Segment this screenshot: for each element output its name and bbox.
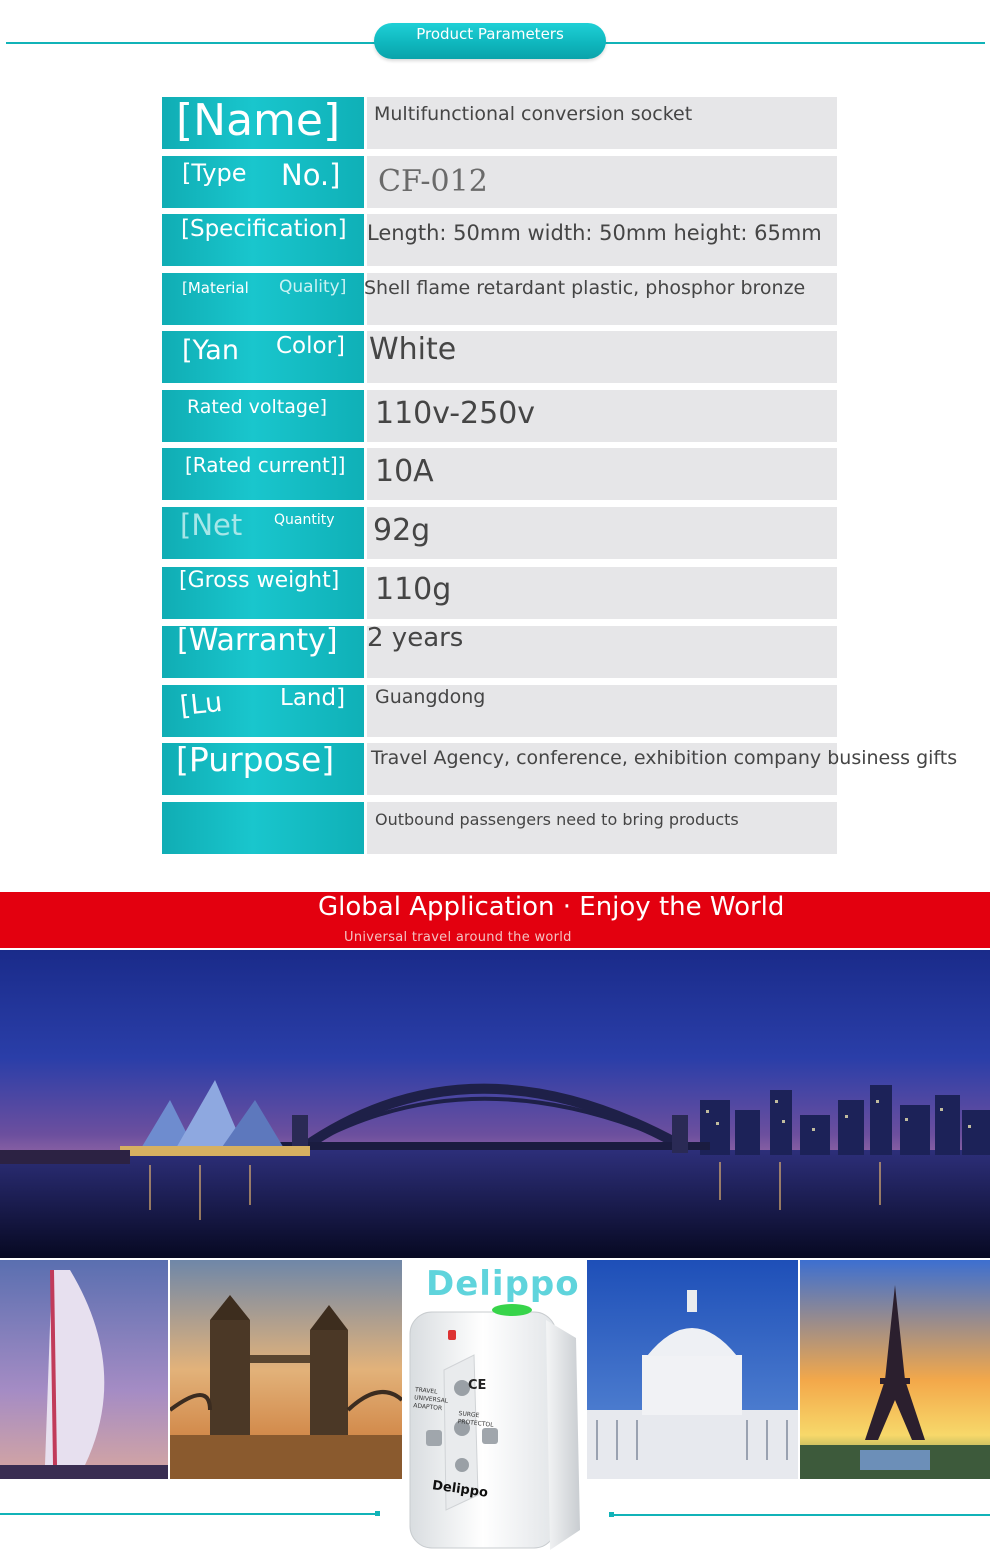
param-value: Shell flame retardant plastic, phosphor bronze: [364, 277, 806, 299]
eiffel-tower-photo: [800, 1260, 990, 1479]
param-label: [Rated current]]: [185, 453, 346, 477]
footer-rule-right-dot: [609, 1512, 614, 1517]
param-label: [Gross weight]: [179, 568, 340, 593]
param-value: CF-012: [378, 164, 488, 199]
param-value: 110v-250v: [375, 396, 536, 431]
product-ce-mark: CE: [468, 1378, 487, 1393]
header-rule-left: [6, 42, 376, 44]
param-value-cell: [367, 390, 837, 442]
param-label-cell: [162, 802, 364, 854]
param-value: White: [369, 332, 457, 367]
header-rule-right: [604, 42, 985, 44]
param-label-cell: [162, 685, 364, 737]
param-label-part-b: Quantity: [274, 512, 335, 528]
param-label-part-a: [Type: [182, 159, 247, 187]
param-value-cell: [367, 156, 837, 208]
param-value-cell: [367, 448, 837, 500]
param-label-part-b: Land]: [280, 685, 346, 711]
param-label-part-b: Quality]: [279, 277, 347, 297]
sydney-harbour-illustration: [0, 950, 990, 1258]
param-row-net-quantity: [162, 507, 837, 559]
param-label-part-a: [Yan: [182, 335, 239, 366]
param-row-purpose: [162, 743, 958, 795]
product-brand-logo: Delippo: [426, 1264, 580, 1304]
param-label: [Purpose]: [176, 743, 335, 779]
param-value-cell: [367, 567, 837, 619]
param-label-part-a: [Material: [182, 279, 249, 297]
banner-title: Global Application · Enjoy the World: [318, 892, 785, 922]
param-row-gross-weight: [162, 567, 837, 619]
param-value-cell: [367, 743, 958, 795]
param-label-cell: [162, 448, 364, 500]
section-title-pill: [374, 23, 606, 59]
tower-bridge-photo: [170, 1260, 402, 1479]
param-row-land: [162, 685, 837, 737]
param-label: Rated voltage]: [187, 396, 328, 418]
param-row-type: [162, 156, 837, 208]
param-value: Travel Agency, conference, exhibition company business gifts: [371, 747, 958, 769]
param-value: 110g: [375, 572, 452, 607]
param-value: Guangdong: [375, 686, 486, 708]
param-value: 2 years: [367, 623, 464, 653]
product-image: [404, 1260, 585, 1566]
us-capitol-illustration: [587, 1260, 798, 1479]
banner-subtitle: Universal travel around the world: [344, 930, 572, 945]
product-bottom-brand: Delippo: [431, 1478, 489, 1501]
param-row-warranty: [162, 623, 837, 678]
param-value-cell: [367, 214, 837, 266]
product-side-text-left: TRAVEL UNIVERSAL ADAPTOR: [412, 1386, 449, 1413]
param-value-cell: [367, 802, 837, 854]
product-side-text-right: SURGE PROTECTOL: [457, 1410, 494, 1429]
param-label-part-a: [Lu: [178, 686, 224, 723]
param-label-cell: [162, 507, 364, 559]
burj-al-arab-illustration: [0, 1260, 168, 1479]
param-label-cell: [162, 331, 364, 383]
param-row-rated-current: [162, 448, 837, 500]
global-application-banner: [0, 892, 990, 948]
param-label-part-b: No.]: [281, 158, 341, 192]
param-label: [Name]: [176, 97, 341, 146]
param-label-cell: [162, 214, 364, 266]
param-value: 10A: [375, 454, 434, 489]
param-row-purpose-continued: [162, 802, 837, 854]
param-row-material: [162, 273, 837, 325]
param-value: Length: 50mm width: 50mm height: 65mm: [367, 221, 822, 245]
param-row-rated-voltage: [162, 390, 837, 442]
section-title: Product Parameters: [416, 25, 564, 43]
param-label-cell: [162, 743, 364, 795]
param-value-cell: [367, 623, 837, 678]
param-label-cell: [162, 273, 364, 325]
footer-rule-left-dot: [375, 1511, 380, 1516]
param-label-part-b: Color]: [276, 333, 346, 359]
param-value: Multifunctional conversion socket: [374, 103, 693, 125]
param-label-part-a: [Net: [180, 508, 243, 542]
param-value: 92g: [373, 513, 431, 548]
us-capitol-photo: [587, 1260, 798, 1479]
footer-rule-left: [0, 1513, 378, 1515]
param-label-cell: [162, 156, 364, 208]
sydney-harbour-photo: [0, 950, 990, 1258]
burj-al-arab-photo: [0, 1260, 168, 1479]
param-value-cell: [367, 331, 837, 383]
param-label-cell: [162, 97, 364, 149]
param-row-specification: [162, 214, 837, 266]
param-row-color: [162, 331, 837, 383]
param-value: Outbound passengers need to bring products: [375, 810, 739, 829]
param-label: [Specification]: [181, 216, 347, 242]
footer-rule-right: [610, 1514, 990, 1516]
param-label: [Warranty]: [177, 626, 338, 658]
param-label-cell: [162, 567, 364, 619]
param-value-cell: [367, 97, 837, 149]
param-row-name: [162, 97, 837, 149]
param-label-cell: [162, 626, 364, 678]
param-value-cell: [367, 685, 837, 737]
param-value-cell: [364, 273, 837, 325]
param-value-cell: [367, 507, 837, 559]
tower-bridge-illustration: [170, 1260, 402, 1479]
eiffel-tower-illustration: [800, 1260, 990, 1479]
param-label-cell: [162, 390, 364, 442]
